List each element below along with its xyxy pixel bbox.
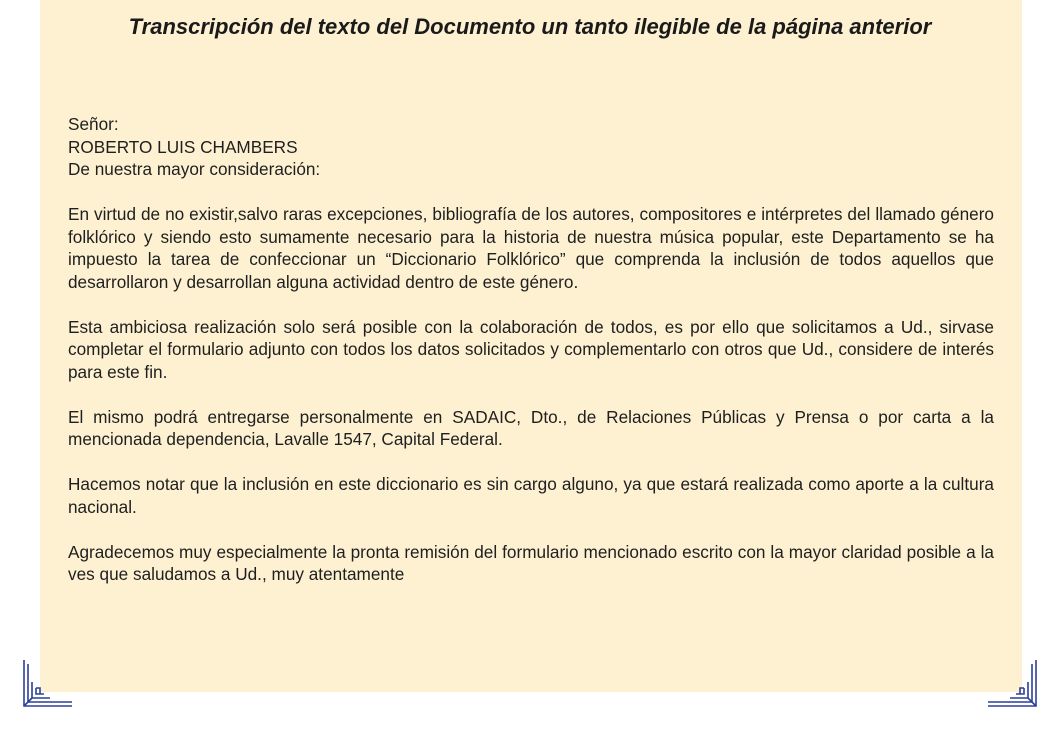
letter-paragraph: En virtud de no existir,salvo raras excepciones, bibliografía de los autores, compositores e intérpretes del llamado género folklórico y siendo esto sumamente necesario para la historia de nuestra música popular, este Departamento se ha impuesto la tarea de confeccionar un “Diccionario Folklórico” que comprenda la inclusión de todos aquellos que desarrollaron y desarrollan alguna actividad dentro de este género. [68, 204, 994, 292]
recipient-name: ROBERTO LUIS CHAMBERS [68, 136, 298, 157]
salutation: Señor: [68, 114, 119, 134]
letter-header [68, 113, 994, 181]
corner-ornament-left-icon [22, 658, 74, 710]
greeting: De nuestra mayor consideración: [68, 159, 321, 179]
letter-paragraph: Hacemos notar que la inclusión en este diccionario es sin cargo alguno, ya que estará realizada como aporte a la cultura nacional. [68, 474, 994, 517]
letter-body [68, 113, 994, 608]
corner-ornament-right-icon [986, 658, 1038, 710]
letter-paragraph: Esta ambiciosa realización solo será posible con la colaboración de todos, es por ello que solicitamos a Ud., sirvase completar el formulario adjunto con todos los datos solicitados y complementarlo con otros que Ud., considere de interés para este fin. [68, 316, 994, 382]
letter-paragraph: Agradecemos muy especialmente la pronta remisión del formulario mencionado escrito con la mayor claridad posible a la ves que saludamos a Ud., muy atentamente [68, 541, 994, 584]
letter-paragraph: El mismo podrá entregarse personalmente en SADAIC, Dto., de Relaciones Públicas y Prensa o por carta a la mencionada dependencia, Lavalle 1547, Capital Federal. [68, 406, 994, 449]
document-title: Transcripción del texto del Documento un tanto ilegible de la página anterior [128, 14, 932, 39]
